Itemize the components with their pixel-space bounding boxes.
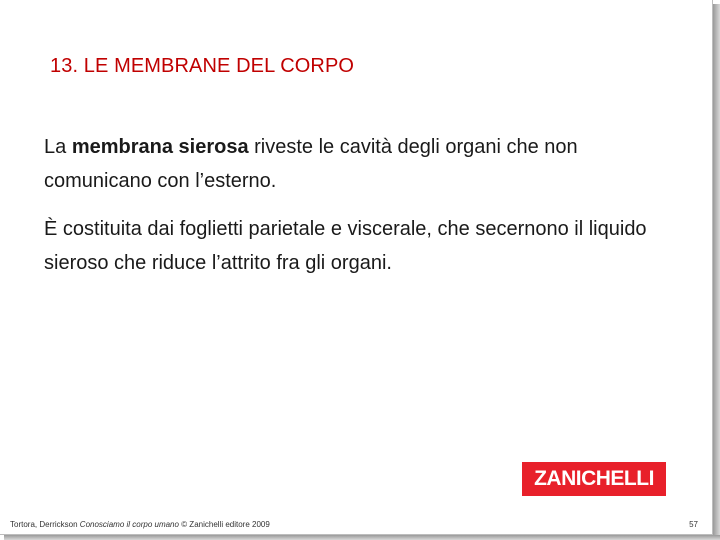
footer-authors: Tortora, Derrickson bbox=[10, 520, 80, 529]
slide-title: 13. LE MEMBRANE DEL CORPO bbox=[50, 55, 355, 77]
paragraph-foglietti: È costituita dai foglietti parietale e viscerale, che secernono il liquido sieroso che riduce l’attrito fra gli organi. bbox=[44, 218, 647, 274]
footer-book-title: Conosciamo il corpo umano bbox=[79, 520, 179, 529]
page-number: 57 bbox=[689, 520, 698, 529]
paragraph1-bold-term: membrana sierosa bbox=[71, 136, 249, 158]
slide-shadow-bottom bbox=[4, 535, 720, 540]
paragraph1-prefix: La bbox=[44, 136, 72, 158]
footer-citation bbox=[10, 520, 270, 529]
footer-publisher: © Zanichelli editore 2009 bbox=[178, 520, 270, 529]
paragraph1-suffix: riveste le cavità degli organi che non comunicano con l’esterno. bbox=[44, 136, 578, 192]
paragraph-membrana-sierosa bbox=[44, 130, 684, 198]
slide-shadow-right bbox=[713, 4, 720, 540]
zanichelli-logo: ZANICHELLI bbox=[522, 462, 666, 496]
